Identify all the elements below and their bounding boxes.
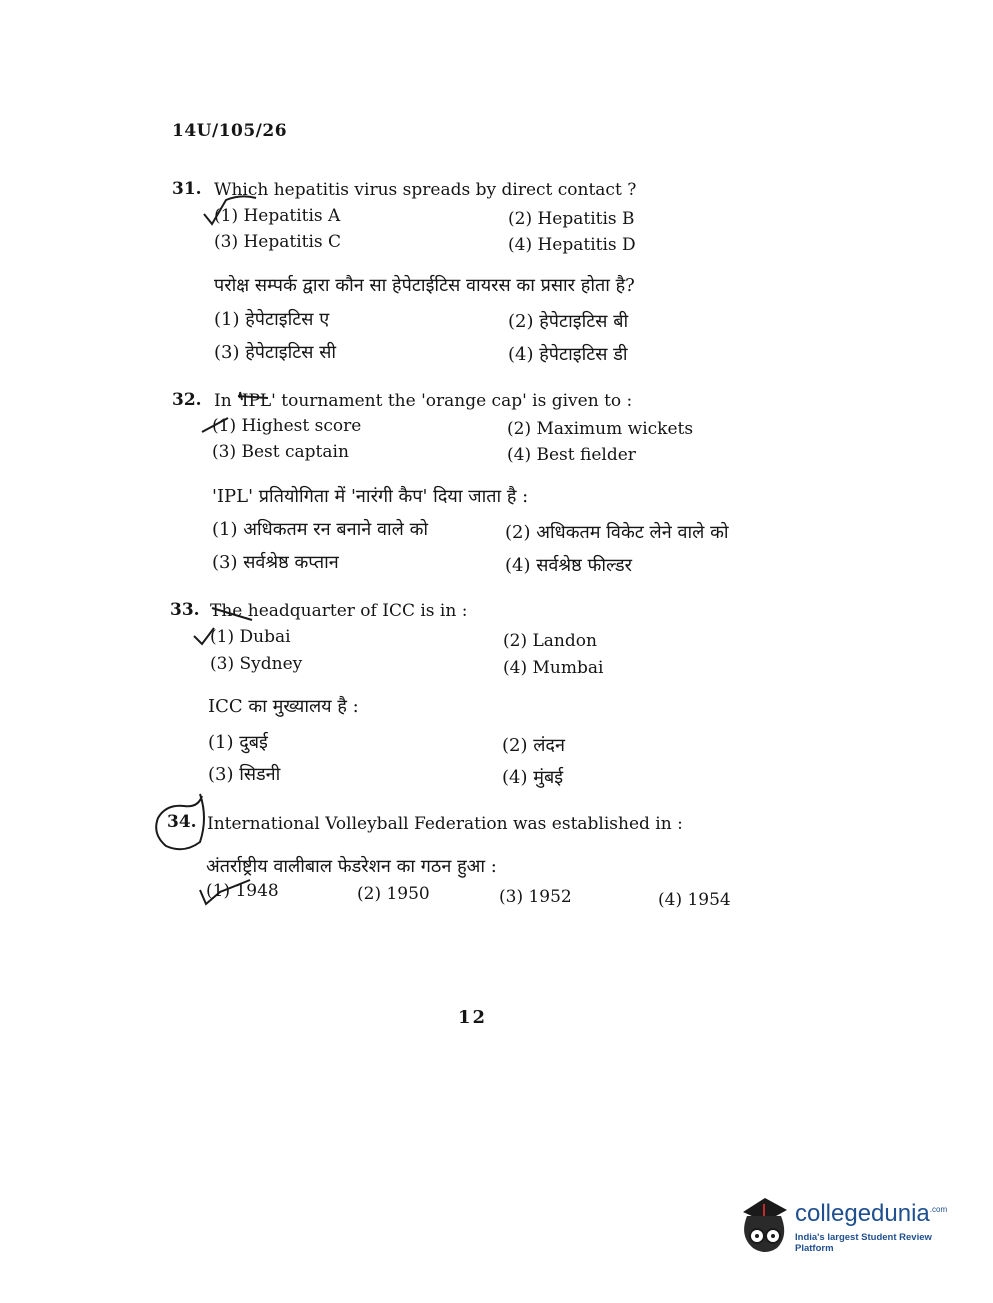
q33-option-3-hi: (3) सिडनी bbox=[208, 764, 281, 785]
q32-option-2-en: (2) Maximum wickets bbox=[507, 419, 694, 439]
mascot-logo-icon bbox=[735, 1196, 793, 1256]
q32-option-3-hi: (3) सर्वश्रेष्ठ कप्तान bbox=[212, 552, 339, 573]
page-number: 12 bbox=[458, 1007, 488, 1028]
q34-option-2: (2) 1950 bbox=[357, 884, 430, 904]
q32-option-1-en: (1) Highest score bbox=[212, 416, 362, 436]
q31-option-2-en: (2) Hepatitis B bbox=[508, 209, 635, 229]
q32-option-3-en: (3) Best captain bbox=[212, 442, 349, 462]
question-34-text-hi: अंतर्राष्ट्रीय वालीबाल फेडरेशन का गठन हुआ : bbox=[206, 856, 497, 877]
q31-option-3-en: (3) Hepatitis C bbox=[214, 232, 342, 252]
q33-option-2-hi: (2) लंदन bbox=[502, 735, 565, 756]
q32-option-4-en: (4) Best fielder bbox=[507, 445, 636, 465]
question-34-text-en: International Volleyball Federation was established in : bbox=[207, 814, 683, 834]
q32-option-2-hi: (2) अधिकतम विकेट लेने वाले को bbox=[505, 522, 729, 543]
question-31-text-en: Which hepatitis virus spreads by direct contact ? bbox=[214, 180, 637, 200]
logo-tagline: India's largest Student Review Platform bbox=[795, 1232, 932, 1254]
q32-option-1-hi: (1) अधिकतम रन बनाने वाले को bbox=[212, 519, 429, 540]
logo-name: collegedunia$^{.com}$ bbox=[795, 1200, 948, 1227]
question-33-text-en: The headquarter of ICC is in : bbox=[210, 601, 468, 621]
question-31-text-hi: परोक्ष सम्पर्क द्वारा कौन सा हेपेटाईटिस वायरस का प्रसार होता है? bbox=[214, 275, 635, 296]
q33-option-3-en: (3) Sydney bbox=[210, 654, 303, 674]
question-31-number: 31. bbox=[172, 179, 202, 199]
q33-option-4-hi: (4) मुंबई bbox=[502, 767, 564, 788]
question-33-number: 33. bbox=[170, 600, 200, 620]
q34-option-1: (1) 1948 bbox=[206, 881, 279, 901]
paper-code: 14U/105/26 bbox=[172, 121, 288, 141]
q33-option-4-en: (4) Mumbai bbox=[503, 658, 604, 678]
q33-option-1-hi: (1) दुबई bbox=[208, 732, 268, 753]
q31-option-4-hi: (4) हेपेटाइटिस डी bbox=[508, 344, 628, 365]
question-32-text-hi: 'IPL' प्रतियोगिता में 'नारंगी कैप' दिया जाता है : bbox=[212, 486, 529, 507]
q32-option-4-hi: (4) सर्वश्रेष्ठ फील्डर bbox=[505, 555, 632, 576]
question-34-number: 34. bbox=[167, 812, 197, 832]
question-32-text-en: In 'IPL' tournament the 'orange cap' is given to : bbox=[214, 391, 633, 411]
q34-option-4: (4) 1954 bbox=[658, 890, 731, 910]
q31-option-3-hi: (3) हेपेटाइटिस सी bbox=[214, 342, 337, 363]
q31-option-1-en: (1) Hepatitis A bbox=[214, 206, 341, 226]
q33-option-2-en: (2) Landon bbox=[503, 631, 597, 651]
q34-option-3: (3) 1952 bbox=[499, 887, 572, 907]
q31-option-4-en: (4) Hepatitis D bbox=[508, 235, 636, 255]
q31-option-1-hi: (1) हेपेटाइटिस ए bbox=[214, 309, 330, 330]
q31-option-2-hi: (2) हेपेटाइटिस बी bbox=[508, 311, 629, 332]
collegedunia-watermark bbox=[735, 1196, 965, 1266]
q33-option-1-en: (1) Dubai bbox=[210, 627, 291, 647]
question-32-number: 32. bbox=[172, 390, 202, 410]
question-33-text-hi: ICC का मुख्यालय है : bbox=[208, 696, 359, 717]
